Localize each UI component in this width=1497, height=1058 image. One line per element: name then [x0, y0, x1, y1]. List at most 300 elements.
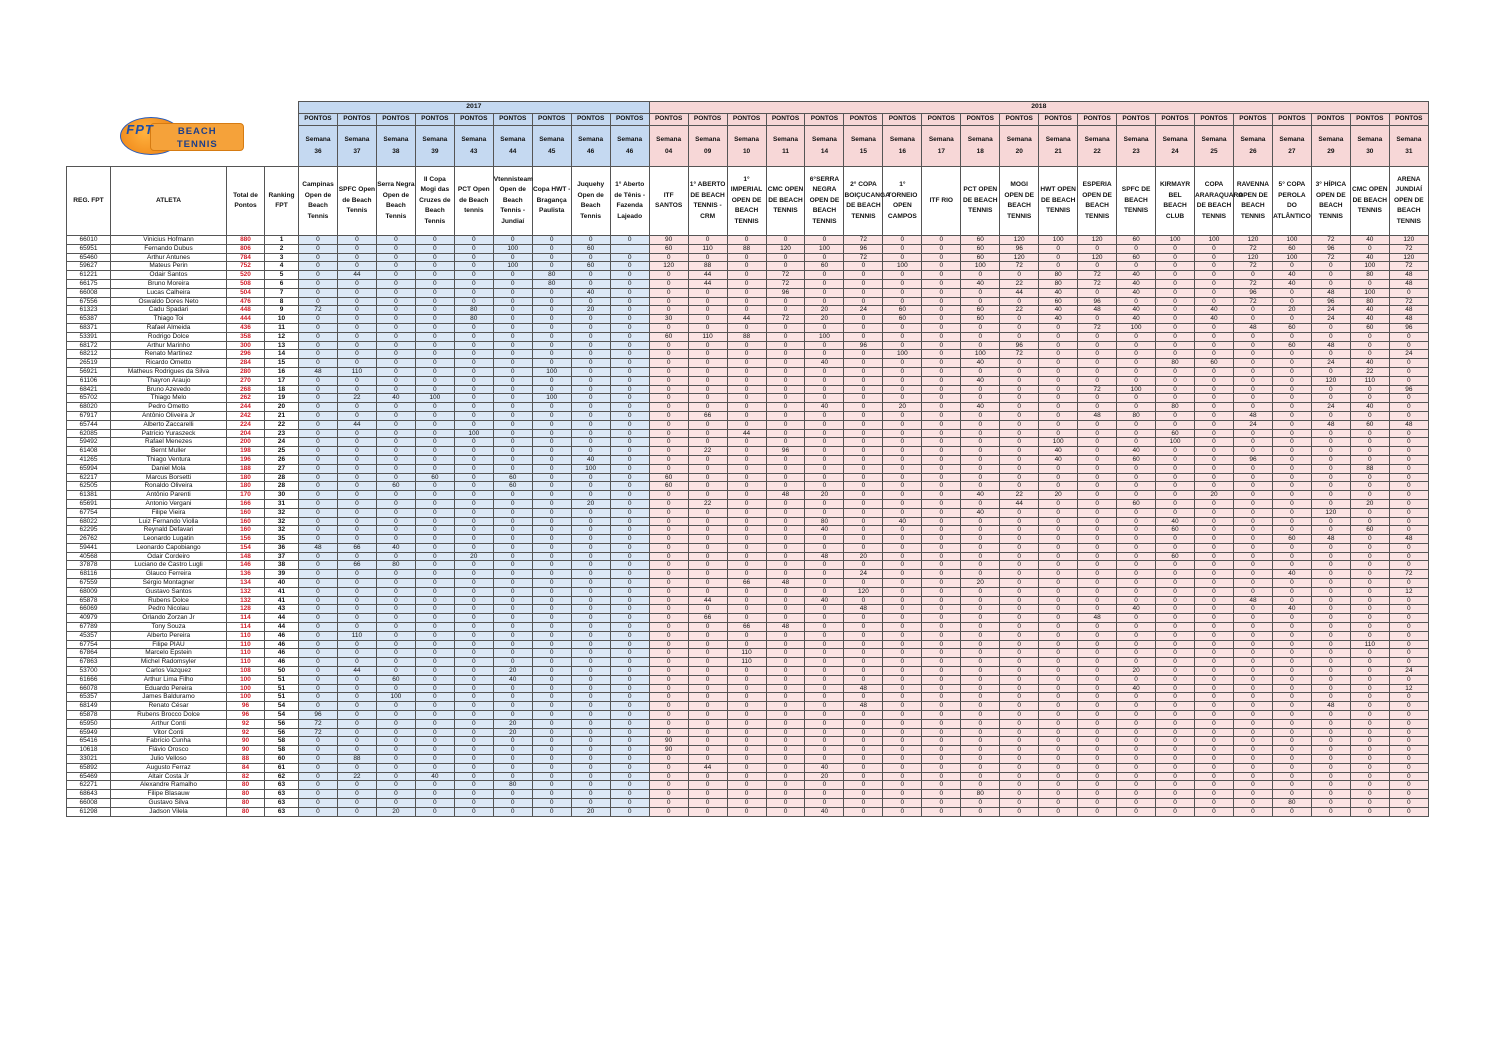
points-cell: 100 — [1039, 236, 1078, 245]
points-cell: 0 — [1039, 535, 1078, 544]
points-cell: 0 — [454, 728, 493, 737]
reg-cell: 56921 — [67, 367, 111, 376]
athlete-cell: Glauco Ferreira — [111, 570, 227, 579]
table-row — [67, 570, 1429, 579]
points-cell: 0 — [493, 693, 532, 702]
points-cell: 0 — [493, 763, 532, 772]
ranking-cell: 25 — [265, 447, 299, 456]
points-cell: 0 — [610, 376, 649, 385]
athlete-cell: Arthur Conti — [111, 719, 227, 728]
points-cell: 0 — [1156, 623, 1195, 632]
points-cell: 0 — [1233, 790, 1272, 799]
points-cell: 0 — [688, 376, 727, 385]
points-cell: 0 — [688, 667, 727, 676]
points-cell: 0 — [922, 587, 961, 596]
points-cell: 100 — [493, 244, 532, 253]
points-cell: 0 — [299, 790, 338, 799]
points-cell: 0 — [1000, 799, 1039, 808]
points-cell: 0 — [571, 438, 610, 447]
points-cell: 0 — [1195, 438, 1234, 447]
points-cell: 0 — [1078, 455, 1117, 464]
points-cell: 0 — [1039, 772, 1078, 781]
points-cell: 0 — [337, 623, 376, 632]
points-cell: 0 — [1156, 464, 1195, 473]
table-row — [67, 711, 1429, 720]
points-cell: 0 — [532, 323, 571, 332]
points-cell: 0 — [610, 746, 649, 755]
table-row — [67, 675, 1429, 684]
points-cell: 0 — [1350, 482, 1389, 491]
points-cell: 0 — [1039, 411, 1078, 420]
points-cell: 0 — [1389, 367, 1428, 376]
points-cell: 0 — [844, 596, 883, 605]
points-cell: 0 — [961, 631, 1000, 640]
ranking-cell: 19 — [265, 394, 299, 403]
points-cell: 0 — [610, 438, 649, 447]
points-cell: 0 — [1039, 244, 1078, 253]
points-cell: 0 — [1078, 772, 1117, 781]
points-cell: 0 — [649, 491, 688, 500]
points-cell: 0 — [1389, 711, 1428, 720]
points-cell: 0 — [376, 614, 415, 623]
points-cell: 40 — [376, 543, 415, 552]
points-header: PONTOS — [961, 114, 1000, 126]
points-cell: 0 — [1233, 429, 1272, 438]
points-cell: 100 — [1272, 253, 1311, 262]
points-cell: 0 — [610, 543, 649, 552]
points-cell: 0 — [1350, 341, 1389, 350]
points-cell: 0 — [805, 746, 844, 755]
points-cell: 24 — [1311, 306, 1350, 315]
points-cell: 0 — [649, 455, 688, 464]
points-cell: 0 — [1272, 658, 1311, 667]
points-cell: 0 — [805, 737, 844, 746]
points-cell: 0 — [1311, 517, 1350, 526]
points-cell: 0 — [1272, 746, 1311, 755]
points-cell: 0 — [883, 640, 922, 649]
points-cell: 80 — [805, 517, 844, 526]
points-cell: 96 — [299, 711, 338, 720]
points-cell: 0 — [1195, 429, 1234, 438]
total-cell: 136 — [227, 570, 265, 579]
total-cell: 180 — [227, 473, 265, 482]
points-cell: 0 — [961, 420, 1000, 429]
logo-banner — [150, 123, 244, 151]
points-cell: 0 — [1078, 755, 1117, 764]
points-cell: 0 — [610, 429, 649, 438]
points-cell: 0 — [571, 482, 610, 491]
points-cell: 0 — [1156, 262, 1195, 271]
ranking-cell: 16 — [265, 367, 299, 376]
points-cell: 0 — [532, 464, 571, 473]
points-cell: 120 — [1078, 236, 1117, 245]
points-cell: 0 — [1195, 473, 1234, 482]
points-cell: 0 — [688, 587, 727, 596]
points-cell: 0 — [649, 675, 688, 684]
ranking-cell: 13 — [265, 341, 299, 350]
points-cell: 0 — [1311, 464, 1350, 473]
points-cell: 0 — [1233, 499, 1272, 508]
points-cell: 0 — [1233, 543, 1272, 552]
points-cell: 0 — [415, 605, 454, 614]
points-cell: 0 — [415, 755, 454, 764]
points-cell: 0 — [727, 693, 766, 702]
points-cell: 0 — [532, 658, 571, 667]
points-cell: 0 — [1272, 711, 1311, 720]
points-cell: 0 — [727, 640, 766, 649]
points-cell: 0 — [688, 341, 727, 350]
points-cell: 0 — [454, 491, 493, 500]
points-cell: 0 — [922, 438, 961, 447]
week-label: Semana — [928, 136, 954, 143]
points-cell: 0 — [493, 623, 532, 632]
points-cell: 0 — [610, 596, 649, 605]
points-cell: 0 — [883, 420, 922, 429]
points-cell: 0 — [805, 367, 844, 376]
points-cell: 0 — [571, 684, 610, 693]
points-cell: 0 — [727, 737, 766, 746]
event-header: II Copa Mogi das Cruzes de Beach Tennis — [415, 167, 454, 236]
total-cell: 84 — [227, 763, 265, 772]
reg-cell: 66008 — [67, 288, 111, 297]
points-cell: 0 — [376, 579, 415, 588]
points-cell: 0 — [610, 579, 649, 588]
points-cell: 0 — [299, 394, 338, 403]
points-cell: 0 — [571, 552, 610, 561]
points-cell: 0 — [1078, 473, 1117, 482]
points-cell: 0 — [688, 561, 727, 570]
points-cell: 0 — [1233, 737, 1272, 746]
points-cell: 0 — [844, 315, 883, 324]
event-header: 3° HÍPICA OPEN DE BEACH TENNIS — [1311, 167, 1350, 236]
week-header — [727, 126, 766, 167]
points-cell: 0 — [454, 499, 493, 508]
points-cell: 0 — [1233, 552, 1272, 561]
points-cell: 0 — [337, 385, 376, 394]
points-cell: 0 — [1156, 763, 1195, 772]
athlete-cell: Michel Radomsyler — [111, 658, 227, 667]
points-cell: 0 — [922, 253, 961, 262]
points-cell: 72 — [1078, 323, 1117, 332]
points-cell: 24 — [1389, 350, 1428, 359]
points-cell: 0 — [1117, 763, 1156, 772]
points-cell: 0 — [1350, 411, 1389, 420]
points-cell: 0 — [1117, 367, 1156, 376]
ranking-cell: 2 — [265, 244, 299, 253]
points-cell: 0 — [1389, 394, 1428, 403]
total-cell: 156 — [227, 535, 265, 544]
points-cell: 0 — [299, 315, 338, 324]
points-cell: 0 — [571, 367, 610, 376]
week-label: Semana — [656, 136, 682, 143]
points-cell: 0 — [844, 640, 883, 649]
points-cell: 0 — [1078, 376, 1117, 385]
points-cell: 0 — [883, 605, 922, 614]
points-cell: 0 — [1039, 667, 1078, 676]
points-header: PONTOS — [649, 114, 688, 126]
points-cell: 0 — [688, 799, 727, 808]
points-cell: 0 — [1272, 702, 1311, 711]
points-cell: 0 — [1350, 350, 1389, 359]
points-cell: 40 — [1039, 455, 1078, 464]
points-cell: 0 — [376, 763, 415, 772]
points-cell: 0 — [961, 763, 1000, 772]
points-cell: 0 — [649, 614, 688, 623]
points-cell: 0 — [1117, 526, 1156, 535]
week-number: 18 — [976, 148, 984, 155]
points-cell: 0 — [454, 244, 493, 253]
points-cell: 0 — [415, 411, 454, 420]
points-cell: 48 — [844, 702, 883, 711]
points-cell: 0 — [883, 658, 922, 667]
points-cell: 0 — [1078, 535, 1117, 544]
points-cell: 0 — [922, 763, 961, 772]
points-cell: 100 — [1039, 438, 1078, 447]
points-cell: 0 — [1350, 429, 1389, 438]
points-cell: 20 — [376, 807, 415, 816]
points-cell: 0 — [1272, 350, 1311, 359]
event-header: SPFC Open de Beach Tennis — [337, 167, 376, 236]
points-cell: 0 — [844, 447, 883, 456]
week-header — [1000, 126, 1039, 167]
ranking-cell: 43 — [265, 605, 299, 614]
points-cell: 0 — [805, 447, 844, 456]
points-cell: 40 — [1272, 605, 1311, 614]
points-cell: 40 — [961, 403, 1000, 412]
points-cell: 100 — [1272, 236, 1311, 245]
points-cell: 0 — [1000, 367, 1039, 376]
points-cell: 0 — [493, 517, 532, 526]
points-cell: 0 — [454, 297, 493, 306]
total-cell: 160 — [227, 508, 265, 517]
points-cell: 0 — [299, 684, 338, 693]
points-cell: 0 — [844, 271, 883, 280]
points-cell: 0 — [532, 244, 571, 253]
total-cell: 134 — [227, 579, 265, 588]
athlete-cell: Alberto Zaccarelli — [111, 420, 227, 429]
points-cell: 0 — [1311, 411, 1350, 420]
points-cell: 0 — [1272, 728, 1311, 737]
points-cell: 0 — [454, 279, 493, 288]
points-cell: 0 — [1039, 420, 1078, 429]
points-cell: 0 — [1272, 667, 1311, 676]
points-cell: 0 — [571, 543, 610, 552]
points-cell: 0 — [1117, 491, 1156, 500]
points-cell: 96 — [1311, 244, 1350, 253]
points-cell: 0 — [1389, 341, 1428, 350]
points-cell: 0 — [1311, 649, 1350, 658]
ranking-cell: 41 — [265, 587, 299, 596]
points-cell: 0 — [883, 438, 922, 447]
points-cell: 0 — [571, 631, 610, 640]
points-cell: 0 — [1311, 667, 1350, 676]
table-row — [67, 482, 1429, 491]
points-cell: 0 — [1311, 675, 1350, 684]
points-cell: 0 — [805, 323, 844, 332]
points-cell: 0 — [532, 332, 571, 341]
points-cell: 0 — [1078, 684, 1117, 693]
points-cell: 0 — [1233, 359, 1272, 368]
points-cell: 72 — [1000, 350, 1039, 359]
points-cell: 60 — [376, 482, 415, 491]
reg-cell: 68009 — [67, 587, 111, 596]
points-cell: 40 — [1117, 684, 1156, 693]
points-cell: 0 — [337, 614, 376, 623]
points-cell: 0 — [1233, 561, 1272, 570]
points-cell: 0 — [415, 279, 454, 288]
points-cell: 0 — [649, 394, 688, 403]
points-cell: 0 — [1272, 315, 1311, 324]
points-cell: 0 — [532, 790, 571, 799]
points-cell: 0 — [844, 711, 883, 720]
table-row — [67, 297, 1429, 306]
total-cell: 476 — [227, 297, 265, 306]
points-cell: 48 — [766, 491, 805, 500]
points-cell: 0 — [610, 464, 649, 473]
points-cell: 0 — [376, 684, 415, 693]
week-label: Semana — [1045, 136, 1071, 143]
points-cell: 0 — [1350, 535, 1389, 544]
points-cell: 0 — [1078, 359, 1117, 368]
points-cell: 0 — [766, 438, 805, 447]
points-cell: 0 — [883, 473, 922, 482]
points-cell: 22 — [337, 394, 376, 403]
points-cell: 0 — [922, 473, 961, 482]
points-cell: 0 — [1350, 658, 1389, 667]
table-row — [67, 719, 1429, 728]
points-cell: 20 — [844, 552, 883, 561]
ranking-table — [66, 101, 1429, 817]
points-cell: 0 — [532, 499, 571, 508]
points-cell: 40 — [1039, 306, 1078, 315]
ranking-cell: 39 — [265, 570, 299, 579]
points-cell: 80 — [1350, 271, 1389, 280]
points-cell: 0 — [1272, 614, 1311, 623]
points-cell: 0 — [883, 781, 922, 790]
points-cell: 0 — [1311, 755, 1350, 764]
week-header — [337, 126, 376, 167]
points-cell: 60 — [883, 315, 922, 324]
total-cell: 110 — [227, 658, 265, 667]
table-row — [67, 473, 1429, 482]
week-header — [299, 126, 338, 167]
points-cell: 0 — [1117, 262, 1156, 271]
points-cell: 0 — [961, 640, 1000, 649]
points-cell: 0 — [571, 394, 610, 403]
points-cell: 0 — [376, 341, 415, 350]
points-cell: 0 — [337, 737, 376, 746]
athlete-cell: Cadu Spadari — [111, 306, 227, 315]
points-cell: 0 — [454, 755, 493, 764]
ranking-cell: 51 — [265, 684, 299, 693]
points-cell: 0 — [337, 649, 376, 658]
points-cell: 0 — [454, 781, 493, 790]
points-cell: 0 — [1078, 570, 1117, 579]
points-cell: 0 — [805, 561, 844, 570]
points-cell: 0 — [493, 755, 532, 764]
reg-cell: 65892 — [67, 763, 111, 772]
points-cell: 0 — [883, 561, 922, 570]
points-cell: 48 — [1311, 288, 1350, 297]
points-cell: 48 — [1311, 702, 1350, 711]
table-row — [67, 491, 1429, 500]
points-cell: 0 — [1000, 376, 1039, 385]
ranking-cell: 28 — [265, 482, 299, 491]
points-cell: 0 — [1039, 403, 1078, 412]
points-cell: 0 — [649, 702, 688, 711]
points-cell: 0 — [1078, 631, 1117, 640]
points-cell: 0 — [1311, 350, 1350, 359]
points-cell: 0 — [649, 667, 688, 676]
points-cell: 0 — [1156, 684, 1195, 693]
points-cell: 20 — [1350, 499, 1389, 508]
points-cell: 0 — [766, 543, 805, 552]
ranking-cell: 32 — [265, 526, 299, 535]
points-cell: 120 — [1078, 253, 1117, 262]
points-cell: 0 — [454, 684, 493, 693]
points-cell: 0 — [337, 491, 376, 500]
points-cell: 0 — [337, 684, 376, 693]
week-number: 16 — [898, 148, 906, 155]
points-cell: 0 — [532, 640, 571, 649]
table-row — [67, 359, 1429, 368]
points-cell: 0 — [1156, 658, 1195, 667]
points-cell: 0 — [1000, 359, 1039, 368]
points-cell: 0 — [883, 693, 922, 702]
points-cell: 0 — [688, 367, 727, 376]
week-number: 25 — [1210, 148, 1218, 155]
points-cell: 48 — [766, 623, 805, 632]
points-cell: 0 — [1195, 482, 1234, 491]
points-cell: 0 — [766, 420, 805, 429]
points-cell: 0 — [532, 253, 571, 262]
week-label: Semana — [1162, 136, 1188, 143]
points-cell: 0 — [376, 455, 415, 464]
points-cell: 0 — [1000, 640, 1039, 649]
points-cell: 0 — [1078, 561, 1117, 570]
points-cell: 0 — [805, 438, 844, 447]
points-cell: 48 — [1311, 420, 1350, 429]
points-cell: 0 — [493, 631, 532, 640]
points-cell: 40 — [1039, 288, 1078, 297]
points-cell: 0 — [766, 429, 805, 438]
athlete-cell: Ricardo Ometto — [111, 359, 227, 368]
table-row — [67, 376, 1429, 385]
points-cell: 0 — [532, 455, 571, 464]
points-cell: 44 — [337, 667, 376, 676]
points-cell: 100 — [961, 262, 1000, 271]
points-cell: 0 — [844, 755, 883, 764]
points-cell: 0 — [1039, 605, 1078, 614]
points-cell: 0 — [610, 552, 649, 561]
points-cell: 0 — [883, 623, 922, 632]
points-cell: 0 — [727, 288, 766, 297]
points-cell: 0 — [1195, 535, 1234, 544]
points-cell: 0 — [805, 684, 844, 693]
points-cell: 0 — [415, 253, 454, 262]
points-cell: 0 — [1078, 781, 1117, 790]
points-cell: 72 — [1078, 385, 1117, 394]
athlete-cell: Alexandre Ramalho — [111, 781, 227, 790]
points-cell: 0 — [1350, 543, 1389, 552]
points-cell: 0 — [1233, 315, 1272, 324]
points-cell: 0 — [727, 499, 766, 508]
points-cell: 0 — [1156, 315, 1195, 324]
week-label: Semana — [1240, 136, 1266, 143]
points-cell: 0 — [571, 799, 610, 808]
event-header: ITF SANTOS — [649, 167, 688, 236]
ranking-header: Ranking FPT — [265, 167, 299, 236]
